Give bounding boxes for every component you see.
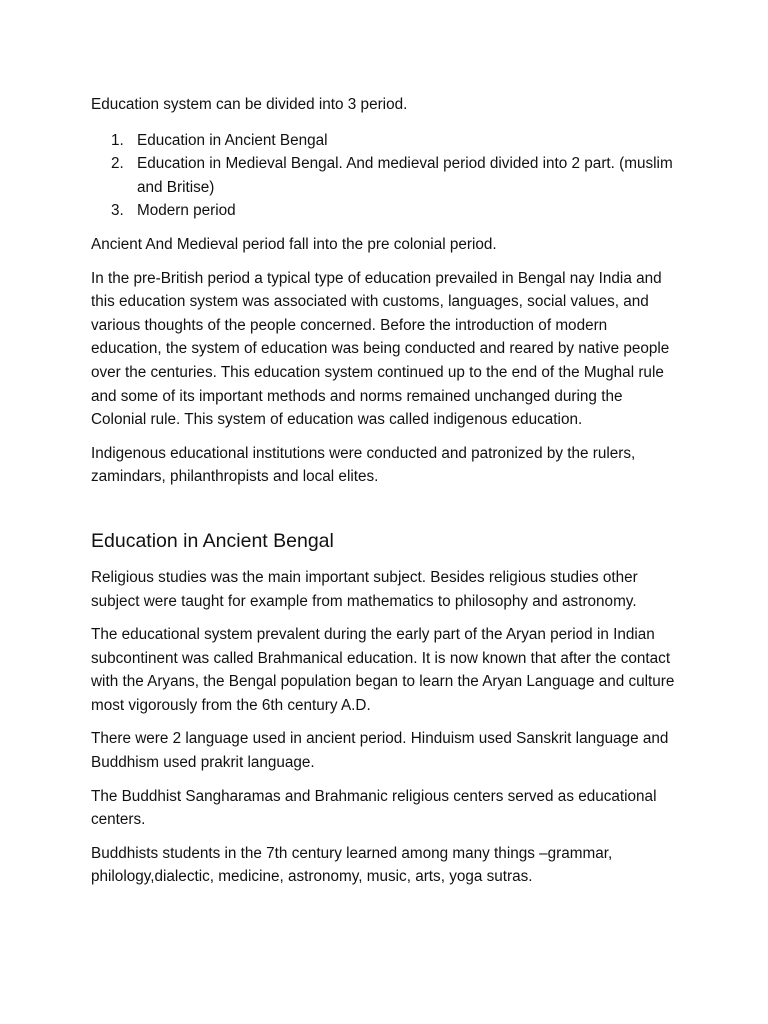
section-heading: Education in Ancient Bengal — [91, 529, 334, 552]
section-paragraph: The educational system prevalent during the early part of the Aryan period in Indian subcontinent was called Brahmanical education. It is now known that after the contact with the Aryans, the Bengal population began to learn the Aryan Language and culture most vigorously from the 6th century A.D. — [91, 626, 675, 714]
list-item-text: Education in Ancient Bengal — [137, 131, 328, 149]
section-paragraph: There were 2 language used in ancient period. Hinduism used Sanskrit language and Buddhism used prakrit language. — [91, 730, 669, 772]
list-item-number: 2. — [111, 155, 124, 173]
list-item — [91, 199, 680, 223]
section-paragraph: The Buddhist Sangharamas and Brahmanic religious centers served as educational centers. — [91, 787, 657, 829]
section-paragraph: Religious studies was the main important subject. Besides religious studies other subject were taught for example from mathematics to philosophy and astronomy. — [91, 568, 638, 610]
precolonial-paragraph: Ancient And Medieval period fall into the pre colonial period. — [91, 235, 497, 253]
list-item — [91, 152, 680, 199]
list-item-number: 3. — [111, 202, 124, 220]
list-item — [91, 129, 680, 153]
indigenous-paragraph: Indigenous educational institutions were conducted and patronized by the rulers, zamindars, philanthropists and local elites. — [91, 444, 636, 486]
list-item-text: Modern period — [137, 202, 236, 220]
prebritish-paragraph: In the pre-British period a typical type of education prevailed in Bengal nay India and this education system was associated with customs, languages, social values, and various thoughts of the people concerned. Before the introduction of modern education, the system of education was being conducted and reared by native people over the centuries. This education system continued up to the end of the Mughal rule and some of its important methods and norms remained unchanged during the Colonial rule. This system of education was called indigenous education. — [91, 269, 670, 429]
intro-paragraph: Education system can be divided into 3 period. — [91, 96, 408, 113]
list-item-number: 1. — [111, 131, 124, 149]
list-item-text: Education in Medieval Bengal. And medieval period divided into 2 part. (muslim and Britise) — [137, 155, 673, 196]
section-paragraph: Buddhists students in the 7th century learned among many things –grammar, philology,dialectic, medicine, astronomy, music, arts, yoga sutras. — [91, 844, 613, 886]
period-list — [91, 129, 680, 223]
